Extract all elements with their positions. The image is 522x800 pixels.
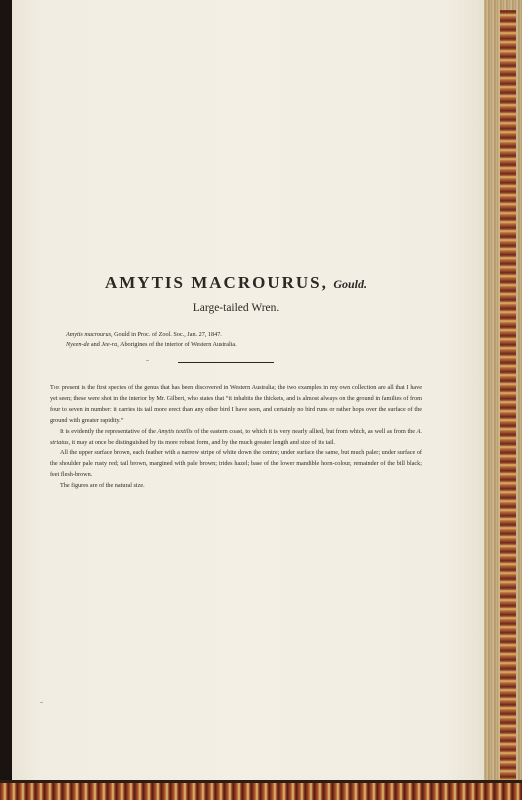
gilt-fore-edge	[484, 0, 522, 800]
common-name: Large-tailed Wren.	[192, 302, 280, 314]
paragraph: The figures are of the natural size.	[60, 482, 145, 490]
page-text	[50, 270, 422, 492]
species-reference: Amytis textilis	[157, 427, 193, 435]
marbled-edge-band	[500, 10, 516, 785]
paragraph-text: of the eastern coast, to which it is very nearly allied, but from which, as well as from the	[192, 427, 417, 435]
aboriginal-name: Nyeen-de	[66, 341, 90, 348]
paper-speck	[40, 702, 43, 703]
paragraph-text: it may at once be distinguished by its more robust form, and by the much greater length and size of its tail.	[70, 438, 336, 446]
aboriginal-name: Jee-ra,	[101, 341, 119, 348]
paragraph: All the upper surface brown, each feather with a narrow stripe of white down the centre; under surface the same, but much paler; under surface of the shoulder pale rusty red; tail brown, margined with pale brown; irides hazel; base of the lower mandible horn-colour, remainder of the bill black; feet flesh-brown.	[50, 449, 422, 479]
species-reference: A. striatus,	[50, 427, 422, 446]
synonym-reference: Gould in Proc. of Zool. Soc., Jan. 27, 1847.	[112, 331, 222, 338]
synonymy-line	[66, 330, 422, 340]
synonym-conjunction: and	[89, 341, 102, 348]
description-body	[50, 383, 422, 492]
synonym-reference: Aborigines of the interior of Western Australia.	[118, 341, 237, 348]
paragraph-text: It is evidently the representative of the	[60, 427, 158, 435]
paragraph-text: present is the first species of the genus that has been discovered in Western Australia; the two examples in my own collection are all that I have yet seen; these were shot in the interior by Mr. Gilbert, who states that “it inhabits the thickets, and is almost always on the ground in families of from four to seven in number: it carries its tail more erect than any other bird I have seen, and certainly no bird runs or rather hops over the surface of the ground with greater rapidity.”	[50, 384, 422, 424]
paragraph-lead: The	[50, 384, 61, 391]
species-author: Gould.	[333, 277, 368, 291]
marbled-bottom-edge	[0, 780, 522, 800]
paragraph	[50, 427, 422, 449]
species-name: AMYTIS MACROURUS,	[104, 273, 328, 292]
synonymy	[66, 330, 422, 350]
synonym-name: Amytis macrourus,	[66, 331, 113, 338]
synonymy-line	[66, 340, 422, 350]
section-rule	[178, 362, 274, 363]
species-title	[50, 270, 422, 296]
paragraph	[50, 383, 422, 427]
